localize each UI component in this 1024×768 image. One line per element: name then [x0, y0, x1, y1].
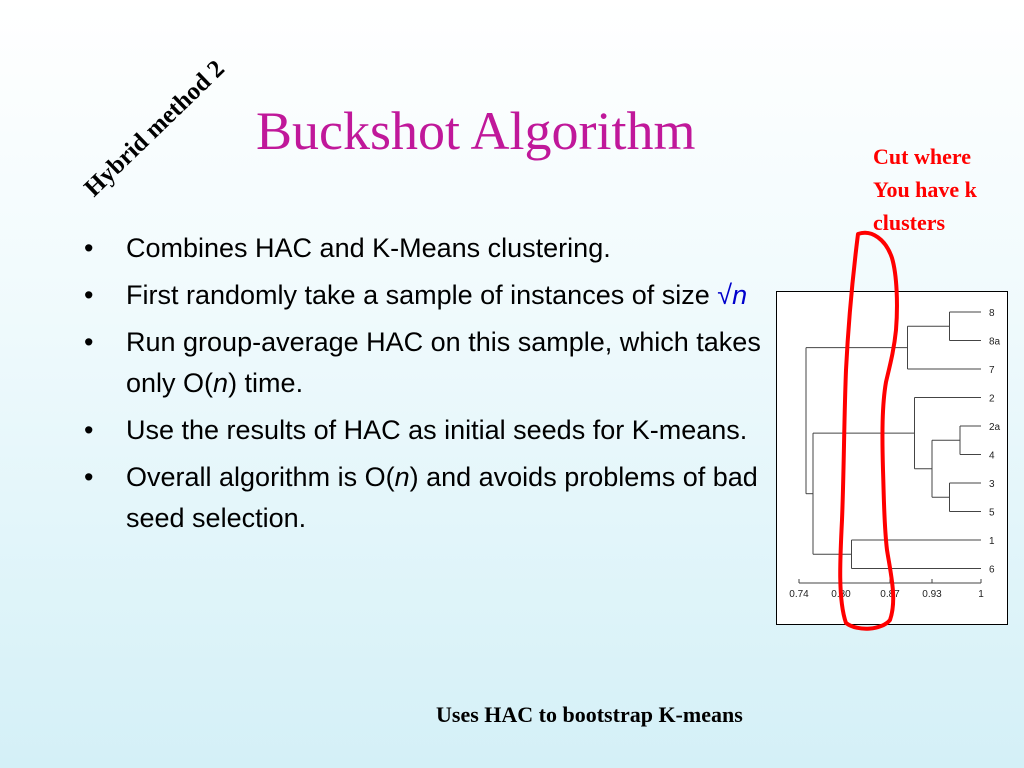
leaf-label: 3	[989, 479, 995, 490]
leaf-label: 5	[989, 507, 995, 519]
axis-tick-label: 0.93	[922, 589, 942, 600]
bullet-text: Overall algorithm is O(	[126, 462, 395, 492]
leaf-label: 6	[989, 564, 995, 576]
bullet-text: First randomly take a sample of instances of size	[126, 280, 718, 310]
bullet-text: Use the results of HAC as initial seeds for K-means.	[126, 415, 748, 445]
bullet-marker: •	[84, 233, 94, 263]
bullet-item	[84, 228, 774, 269]
bullet-list	[84, 228, 774, 545]
bullet-item	[84, 457, 774, 539]
leaf-label: 8	[989, 308, 995, 319]
cut-annotation-line: You have k	[873, 177, 977, 202]
dendrogram-figure	[776, 291, 1008, 625]
leaf-label: 2a	[989, 422, 1001, 433]
leaf-label: 4	[989, 450, 995, 462]
bullet-item	[84, 410, 774, 451]
axis-tick-label: 0.80	[831, 589, 851, 600]
bullet-text: ) and avoids problems of bad seed selection.	[126, 462, 758, 533]
dendrogram-svg	[777, 292, 1007, 624]
leaf-label: 8a	[989, 336, 1001, 348]
bullet-marker: •	[84, 462, 94, 492]
bullet-marker: •	[84, 280, 94, 310]
bullet-text: n	[394, 462, 410, 492]
bullet-text: Combines HAC and K-Means clustering.	[126, 233, 611, 263]
bullet-marker: •	[84, 415, 94, 445]
bullet-item	[84, 322, 774, 404]
hybrid-method-label: Hybrid method 2	[79, 55, 230, 203]
cut-annotation-line: clusters	[873, 210, 946, 235]
leaf-label: 2	[989, 393, 995, 405]
cut-annotation	[873, 140, 1023, 239]
leaf-label: 1	[989, 536, 995, 547]
bullet-text: √	[717, 280, 733, 310]
leaf-label: 7	[989, 365, 995, 376]
footer-note: Uses HAC to bootstrap K-means	[436, 702, 743, 727]
bullet-item	[84, 275, 774, 316]
axis-tick-label: 0.74	[789, 589, 809, 600]
bullet-text: Run group-average HAC on this sample, which takes only O(	[126, 327, 761, 398]
axis-tick-label: 0.87	[880, 589, 900, 600]
bullet-marker: •	[84, 327, 94, 357]
bullet-text: n	[732, 280, 748, 310]
slide-title: Buckshot Algorithm	[256, 101, 696, 161]
axis-tick-label: 1	[978, 589, 984, 600]
cut-annotation-line: Cut where	[873, 144, 971, 169]
bullet-text: n	[213, 368, 229, 398]
bullet-text: ) time.	[228, 368, 304, 398]
